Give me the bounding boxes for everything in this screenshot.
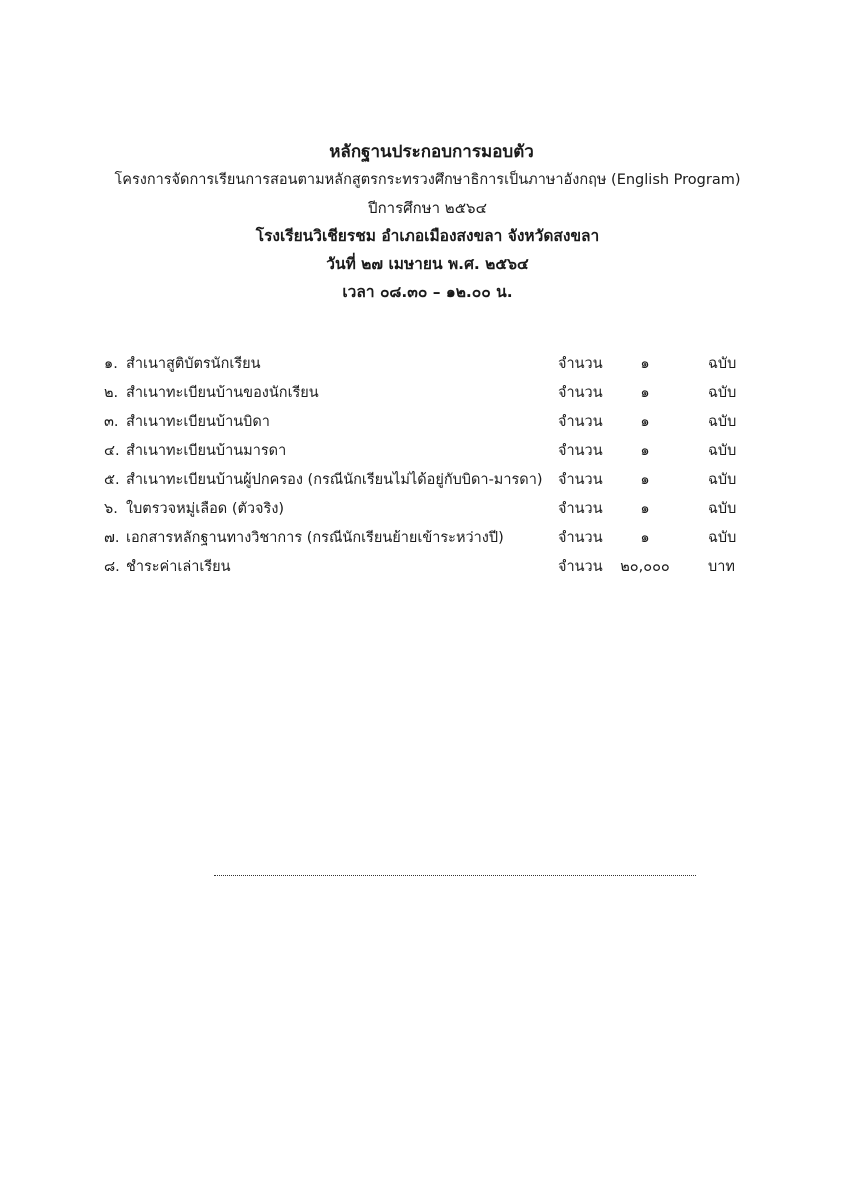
project-name: โครงการจัดการเรียนการสอนตามหลักสูตรกระทรวงศึกษาธิการเป็นภาษาอังกฤษ (English Program) xyxy=(114,172,741,188)
item-unit: บาท xyxy=(708,559,735,575)
item-label: สำเนาทะเบียนบ้านผู้ปกครอง (กรณีนักเรียนไม่ได้อยู่กับบิดา-มารดา) xyxy=(126,472,543,488)
item-unit: ฉบับ xyxy=(708,472,737,488)
academic-year: ปีการศึกษา ๒๕๖๔ xyxy=(368,199,487,217)
item-quantity-label: จำนวน xyxy=(558,559,603,575)
item-number: ๘. xyxy=(104,559,120,575)
item-label: สำเนาสูติบัตรนักเรียน xyxy=(126,356,261,372)
item-unit: ฉบับ xyxy=(708,530,737,546)
item-quantity: ๒๐,๐๐๐ xyxy=(620,559,670,575)
item-label: สำเนาทะเบียนบ้านบิดา xyxy=(126,414,270,430)
document-header xyxy=(0,138,855,306)
school-name: โรงเรียนวิเชียรชม อำเภอเมืองสงขลา จังหวัดสงขลา xyxy=(255,227,600,245)
event-time: เวลา ๐๘.๓๐ – ๑๒.๐๐ น. xyxy=(342,283,513,301)
item-unit: ฉบับ xyxy=(708,443,737,459)
list-item xyxy=(104,375,764,404)
item-number: ๓. xyxy=(104,414,119,430)
item-quantity: ๑ xyxy=(640,443,650,459)
list-item xyxy=(104,462,764,491)
item-label: ชำระค่าเล่าเรียน xyxy=(126,559,231,575)
list-item xyxy=(104,549,764,578)
required-documents-list xyxy=(104,346,764,578)
item-quantity-label: จำนวน xyxy=(558,530,603,546)
item-label: สำเนาทะเบียนบ้านมารดา xyxy=(126,443,287,459)
item-number: ๑. xyxy=(104,356,118,372)
item-number: ๖. xyxy=(104,501,118,517)
document-title: หลักฐานประกอบการมอบตัว xyxy=(329,142,534,162)
item-quantity-label: จำนวน xyxy=(558,385,603,401)
dotted-divider xyxy=(214,875,696,876)
item-unit: ฉบับ xyxy=(708,414,737,430)
item-quantity-label: จำนวน xyxy=(558,356,603,372)
list-item xyxy=(104,491,764,520)
item-number: ๔. xyxy=(104,443,120,459)
item-unit: ฉบับ xyxy=(708,501,737,517)
item-label: สำเนาทะเบียนบ้านของนักเรียน xyxy=(126,385,319,401)
list-item xyxy=(104,404,764,433)
event-date: วันที่ ๒๗ เมษายน พ.ศ. ๒๕๖๔ xyxy=(326,255,529,273)
item-unit: ฉบับ xyxy=(708,385,737,401)
item-quantity-label: จำนวน xyxy=(558,414,603,430)
item-number: ๗. xyxy=(104,530,120,546)
item-quantity-label: จำนวน xyxy=(558,501,603,517)
item-label: เอกสารหลักฐานทางวิชาการ (กรณีนักเรียนย้ายเข้าระหว่างปี) xyxy=(126,530,504,546)
item-unit: ฉบับ xyxy=(708,356,737,372)
item-number: ๒. xyxy=(104,385,119,401)
item-quantity: ๑ xyxy=(640,501,650,517)
list-item xyxy=(104,433,764,462)
item-quantity-label: จำนวน xyxy=(558,472,603,488)
item-label: ใบตรวจหมู่เลือด (ตัวจริง) xyxy=(126,501,285,517)
item-quantity: ๑ xyxy=(640,385,650,401)
list-item xyxy=(104,346,764,375)
list-item xyxy=(104,520,764,549)
item-quantity: ๑ xyxy=(640,530,650,546)
item-quantity: ๑ xyxy=(640,356,650,372)
item-quantity-label: จำนวน xyxy=(558,443,603,459)
item-quantity: ๑ xyxy=(640,414,650,430)
item-number: ๕. xyxy=(104,472,120,488)
item-quantity: ๑ xyxy=(640,472,650,488)
